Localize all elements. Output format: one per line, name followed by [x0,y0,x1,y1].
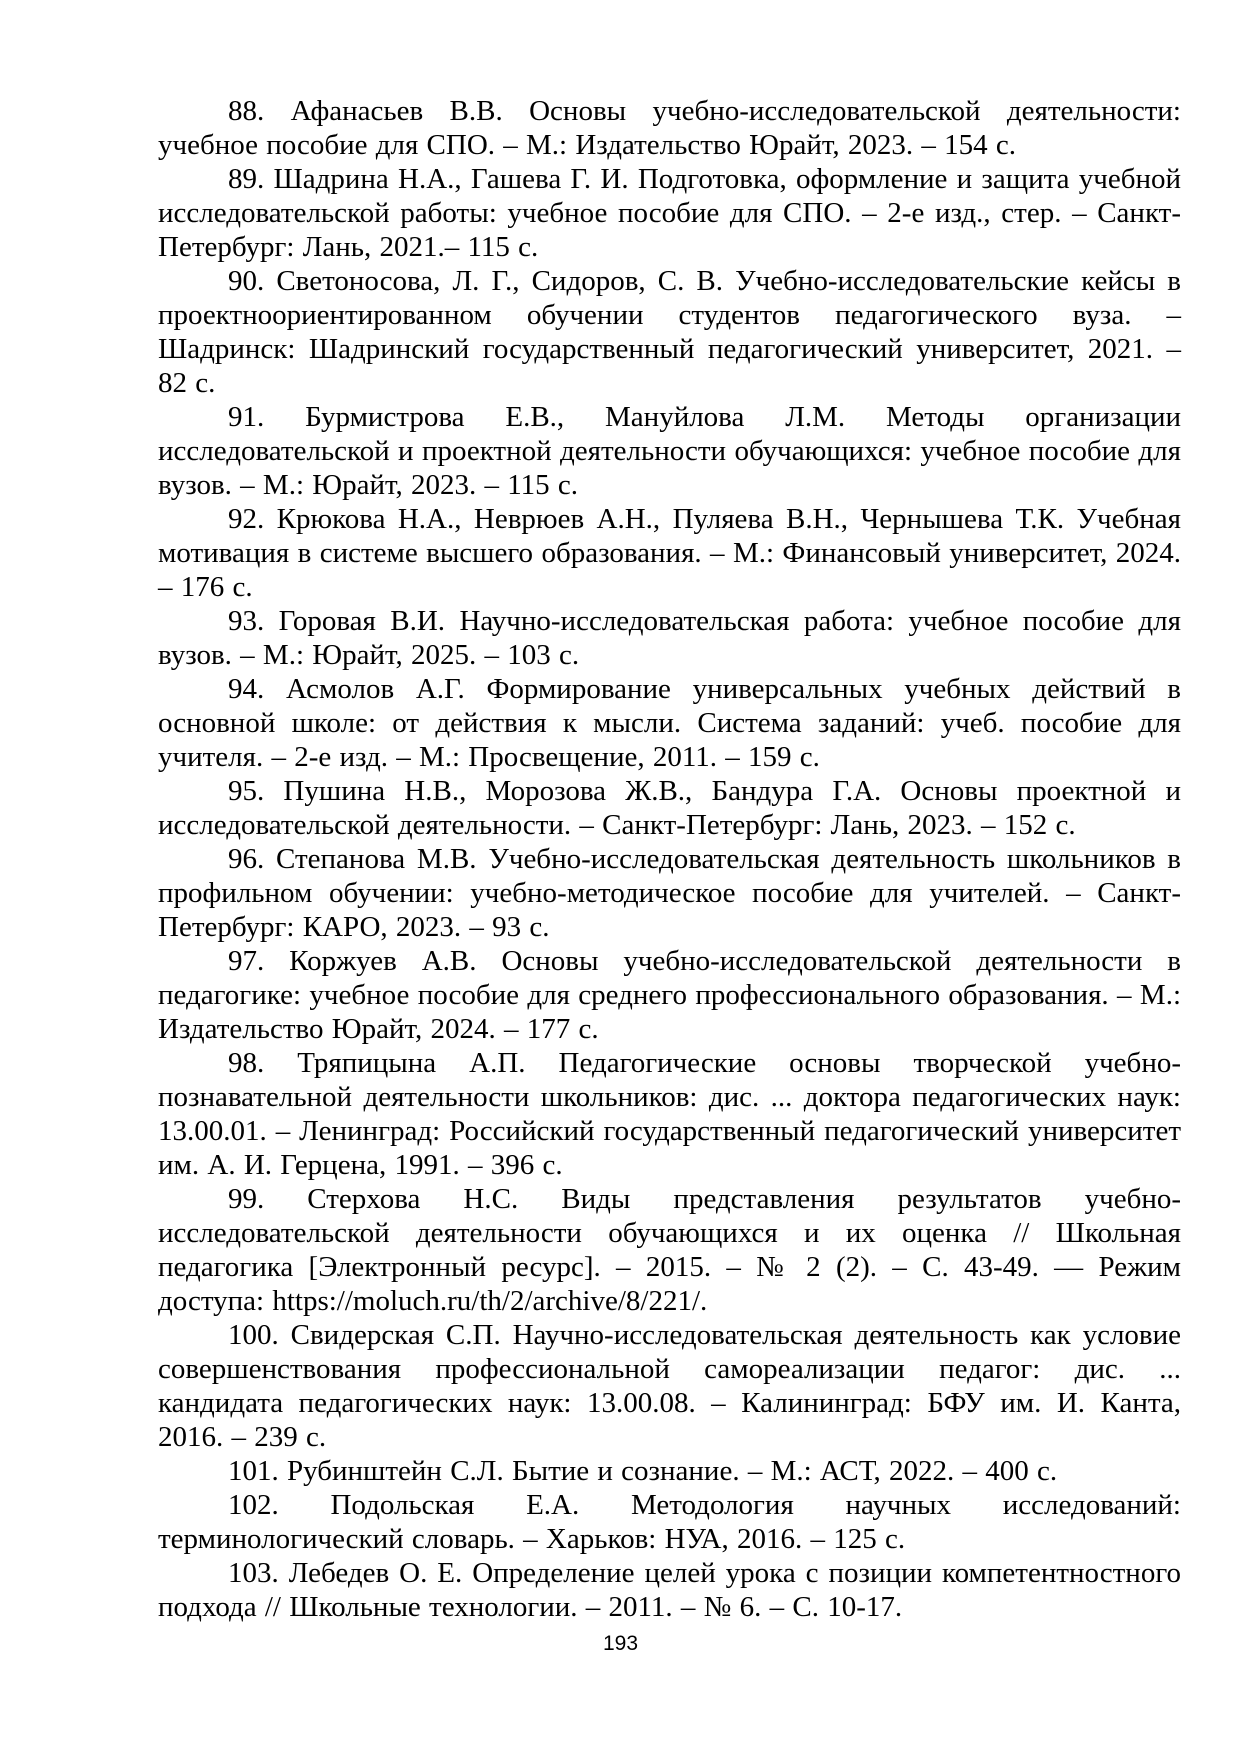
reference-entry: 98. Тряпицына А.П. Педагогические основы творческой учебно-познавательной деятельности школьников: дис. ... доктора педагогических наук: 13.00.01. – Ленинград: Российский государственный педагогический университет им. А. И. Герцена, 1991. – 396 с. [158,1047,1181,1181]
reference-entry: 94. Асмолов А.Г. Формирование универсальных учебных действий в основной школе: от действия к мысли. Система заданий: учеб. пособие для учителя. – 2-е изд. – М.: Просвещение, 2011. – 159 с. [158,673,1181,773]
reference-entry: 92. Крюкова Н.А., Неврюев А.Н., Пуляева В.Н., Чернышева Т.К. Учебная мотивация в системе высшего образования. – М.: Финансовый университет, 2024. – 176 с. [158,503,1181,603]
reference-entry: 95. Пушина Н.В., Морозова Ж.В., Бандура Г.А. Основы проектной и исследовательской деятельности. – Санкт-Петербург: Лань, 2023. – 152 с. [158,775,1181,841]
reference-entry: 89. Шадрина Н.А., Гашева Г. И. Подготовка, оформление и защита учебной исследовательской работы: учебное пособие для СПО. – 2-е изд., стер. – Санкт-Петербург: Лань, 2021.– 115 с. [158,163,1181,263]
page-number: 193 [602,1632,639,1655]
reference-entry: 102. Подольская Е.А. Методология научных исследований: терминологический словарь. – Харьков: НУА, 2016. – 125 с. [158,1489,1181,1555]
reference-entry: 97. Коржуев А.В. Основы учебно-исследовательской деятельности в педагогике: учебное пособие для среднего профессионального образования. – М.: Издательство Юрайт, 2024. – 177 с. [158,945,1181,1045]
reference-entry: 96. Степанова М.В. Учебно-исследовательская деятельность школьников в профильном обучении: учебно-методическое пособие для учителей. – Санкт-Петербург: КАРО, 2023. – 93 с. [158,843,1181,943]
reference-entry: 93. Горовая В.И. Научно-исследовательская работа: учебное пособие для вузов. – М.: Юрайт, 2025. – 103 с. [158,605,1181,671]
reference-entry: 91. Бурмистрова Е.В., Мануйлова Л.М. Методы организации исследовательской и проектной деятельности обучающихся: учебное пособие для вузов. – М.: Юрайт, 2023. – 115 с. [158,401,1181,501]
reference-entry: 101. Рубинштейн С.Л. Бытие и сознание. – М.: АСТ, 2022. – 400 с. [228,1455,1058,1487]
reference-entry: 100. Свидерская С.П. Научно-исследовательская деятельность как условие совершенствования профессиональной самореализации педагог: дис. ... кандидата педагогических наук: 13.00.08. – Калининград: БФУ им. И. Канта, 2016. – 239 с. [158,1319,1181,1453]
reference-entry: 103. Лебедев О. Е. Определение целей урока с позиции компетентностного подхода // Школьные технологии. – 2011. – № 6. – С. 10-17. [158,1557,1181,1623]
reference-entry: 88. Афанасьев В.В. Основы учебно-исследовательской деятельности: учебное пособие для СПО. – М.: Издательство Юрайт, 2023. – 154 с. [158,95,1181,161]
reference-list [158,94,1181,1624]
reference-entry: 99. Стерхова Н.С. Виды представления результатов учебно-исследовательской деятельности обучающихся и их оценка // Школьная педагогика [Электронный ресурс]. – 2015. – № 2 (2). – С. 43-49. — Режим доступа: https://moluch.ru/th/2/archive/8/221/. [158,1183,1181,1317]
reference-entry: 90. Светоносова, Л. Г., Сидоров, С. В. Учебно-исследовательские кейсы в проектноориентированном обучении студентов педагогического вуза. – Шадринск: Шадринский государственный педагогический университет, 2021. – 82 с. [158,265,1181,399]
